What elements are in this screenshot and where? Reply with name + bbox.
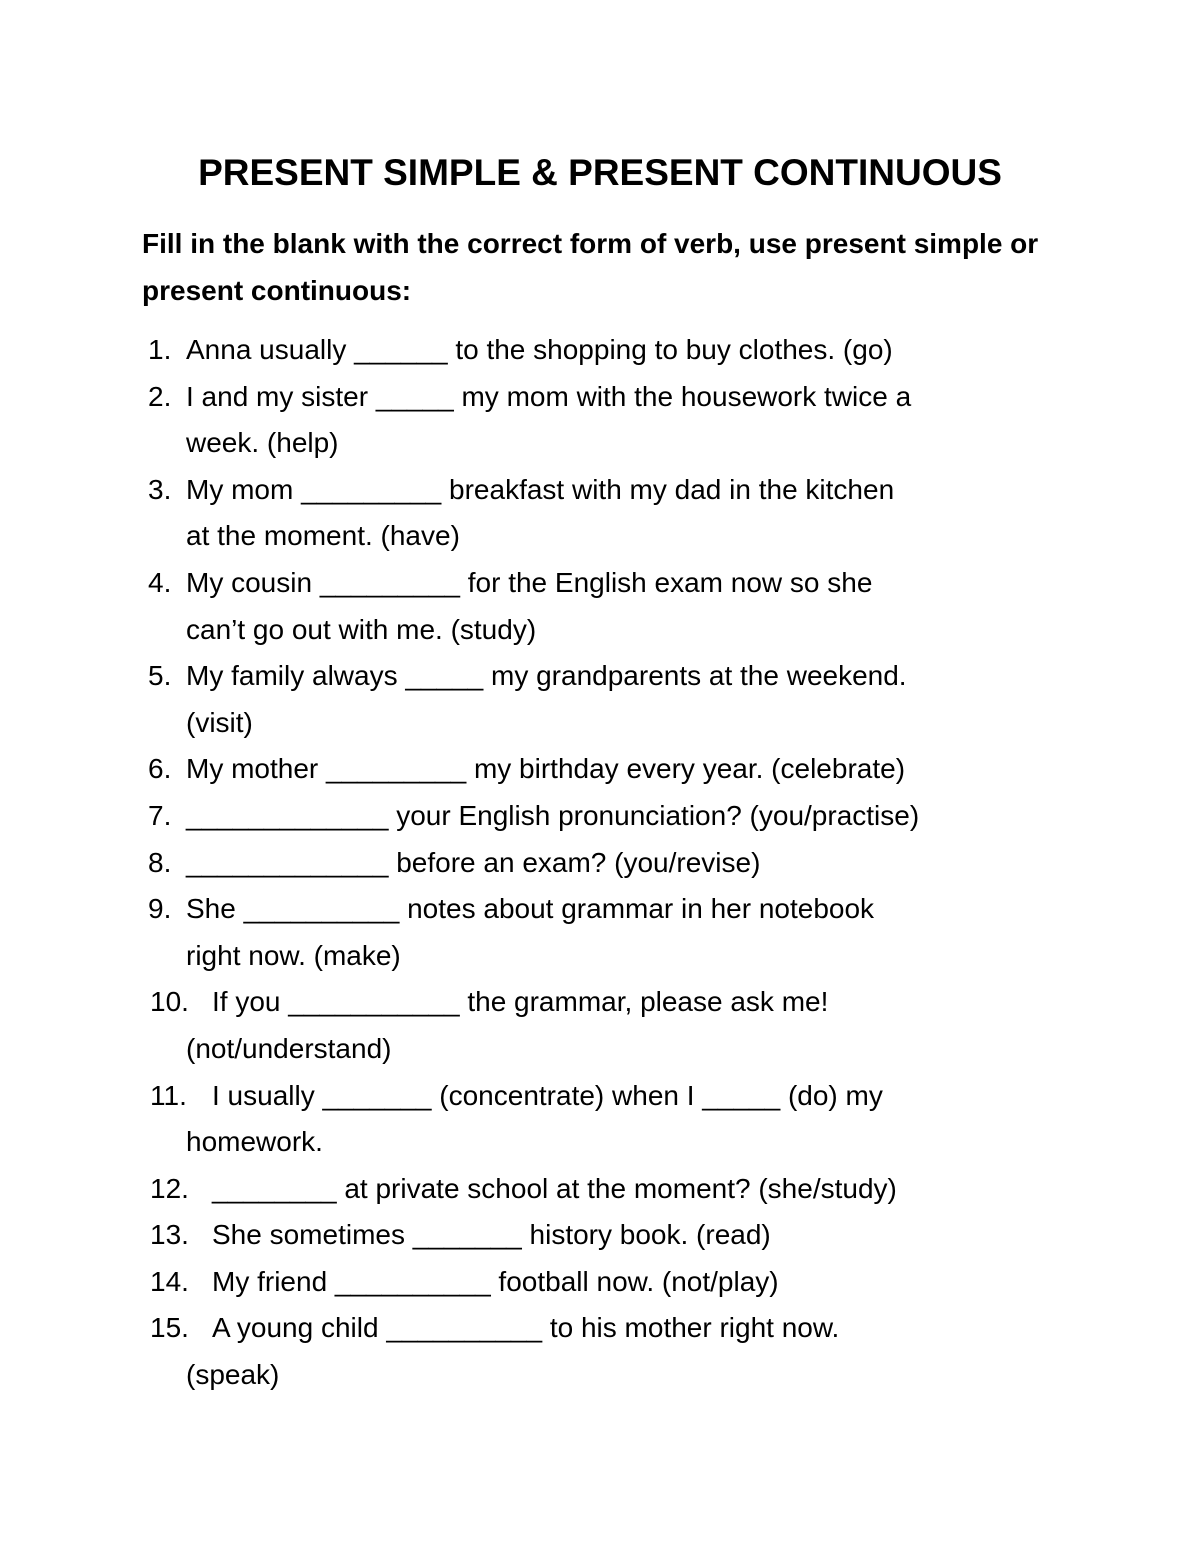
exercise-text-line-1: My mom _________ breakfast with my dad in the kitchen xyxy=(186,473,895,505)
exercise-text-line-1: If you ___________ the grammar, please ask me! xyxy=(212,986,829,1018)
exercise-number: 7. xyxy=(148,799,172,831)
exercise-text-line-2: at the moment. (have) xyxy=(186,520,460,552)
exercise-text-line-1: My cousin _________ for the English exam now so she xyxy=(186,566,873,598)
exercise-text-line-1: She __________ notes about grammar in her notebook xyxy=(186,893,875,925)
exercise-item xyxy=(0,653,1066,746)
exercise-number: 15. xyxy=(150,1312,189,1344)
worksheet-title: PRESENT SIMPLE & PRESENT CONTINUOUS xyxy=(198,152,1002,193)
exercise-number: 3. xyxy=(148,473,172,505)
exercise-item xyxy=(0,1212,1066,1259)
exercise-item xyxy=(0,886,1066,979)
exercise-number: 4. xyxy=(148,566,172,598)
exercise-item xyxy=(0,1166,1066,1213)
exercise-item xyxy=(0,560,1066,653)
exercise-text-line-1: ________ at private school at the moment? (she/study) xyxy=(212,1172,897,1204)
exercise-text-line-1: I usually _______ (concentrate) when I _____ (do) my xyxy=(212,1079,883,1111)
exercise-number: 8. xyxy=(148,846,172,878)
exercise-text-line-1: She sometimes _______ history book. (read) xyxy=(212,1219,771,1251)
exercise-item xyxy=(0,979,1066,1072)
exercise-list xyxy=(0,327,1200,1399)
exercise-item xyxy=(0,374,1066,467)
exercise-number: 6. xyxy=(148,753,172,785)
exercise-item xyxy=(0,793,1066,840)
exercise-text-line-2: (not/understand) xyxy=(186,1032,392,1064)
exercise-text-line-1: _____________ your English pronunciation? (you/practise) xyxy=(186,799,920,831)
exercise-text-line-1: A young child __________ to his mother right now. xyxy=(212,1312,840,1344)
exercise-number: 9. xyxy=(148,893,172,925)
exercise-item xyxy=(0,840,1066,887)
exercise-number: 12. xyxy=(150,1172,189,1204)
exercise-text-line-2: right now. (make) xyxy=(186,939,401,971)
exercise-item xyxy=(0,746,1066,793)
exercise-text-line-2: (speak) xyxy=(186,1359,280,1391)
exercise-text-line-1: My friend __________ football now. (not/play) xyxy=(212,1265,779,1297)
exercise-number: 14. xyxy=(150,1265,189,1297)
exercise-number: 5. xyxy=(148,660,172,692)
exercise-text-line-2: can’t go out with me. (study) xyxy=(186,613,537,645)
exercise-text-line-2: homework. xyxy=(186,1126,323,1158)
exercise-number: 1. xyxy=(148,334,172,365)
exercise-item xyxy=(0,1305,1066,1398)
exercise-item xyxy=(0,1073,1066,1166)
exercise-number: 10. xyxy=(150,986,189,1018)
exercise-text-line-1: _____________ before an exam? (you/revise) xyxy=(186,846,761,878)
exercise-number: 13. xyxy=(150,1219,189,1251)
exercise-number: 2. xyxy=(148,380,172,412)
exercise-text-line-1: I and my sister _____ my mom with the housework twice a xyxy=(186,380,912,412)
exercise-number: 11. xyxy=(150,1079,187,1111)
exercise-text-line-2: (visit) xyxy=(186,706,253,738)
exercise-text-line-1: My mother _________ my birthday every year. (celebrate) xyxy=(186,753,906,785)
exercise-text-line-2: week. (help) xyxy=(186,427,339,459)
exercise-text-line-1: My family always _____ my grandparents at the weekend. xyxy=(186,660,907,692)
exercise-text-line-1: Anna usually ______ to the shopping to buy clothes. (go) xyxy=(186,334,893,365)
exercise-item xyxy=(0,1259,1066,1306)
instructions: Fill in the blank with the correct form of verb, use present simple or present continuous: xyxy=(142,228,1039,306)
exercise-item xyxy=(0,467,1066,560)
exercise-item xyxy=(0,327,1066,374)
